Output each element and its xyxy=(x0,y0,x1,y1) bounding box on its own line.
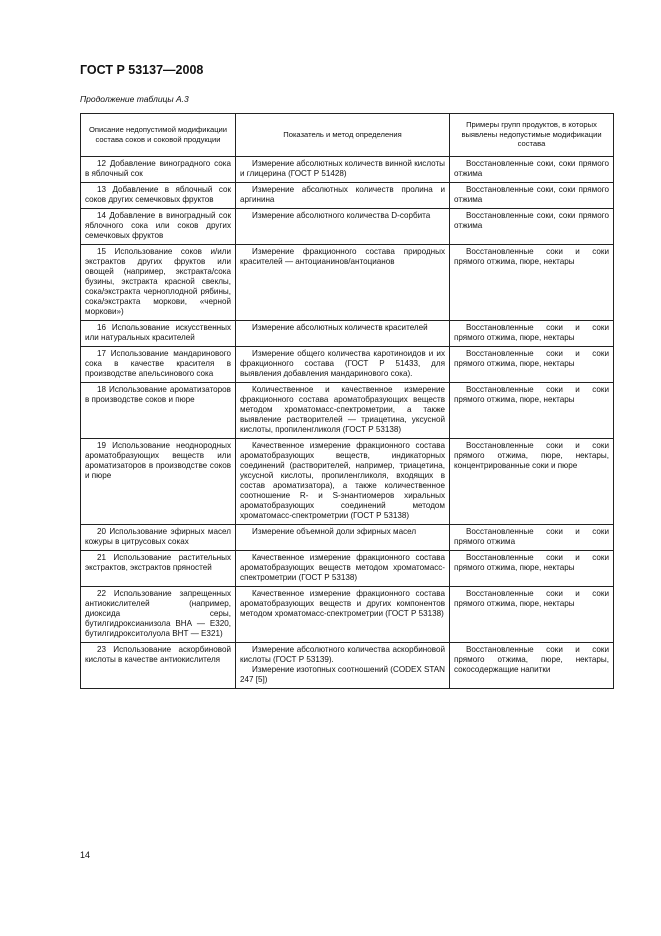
description-text: 16 Использование искусственных или натуральных красителей xyxy=(85,323,231,342)
data-table xyxy=(80,113,614,689)
cell-method xyxy=(236,183,450,209)
method-text: Измерение фракционного состава природных красителей — антоцианинов/антоцианов xyxy=(240,247,445,266)
table-row xyxy=(81,643,614,689)
table-row xyxy=(81,587,614,643)
method-text: Качественное измерение фракционного состава ароматобразующих веществ и других компонентов методом хроматомасс-спектрометрии (ГОСТ Р 53138) xyxy=(240,589,445,618)
examples-text: Восстановленные соки и соки прямого отжима, пюре, нектары xyxy=(454,247,609,266)
column-header-description: Описание недопустимой модификации состава соков и соковой продукции xyxy=(81,114,236,157)
examples-text: Восстановленные соки, соки прямого отжима xyxy=(454,159,609,178)
method-text: Измерение объемной доли эфирных масел xyxy=(252,527,417,536)
table-header-row xyxy=(81,114,614,157)
description-text: 23 Использование аскорбиновой кислоты в качестве антиокислителя xyxy=(85,645,231,664)
examples-text: Восстановленные соки и соки прямого отжима, пюре, нектары, сокосодержащие напитки xyxy=(454,645,609,674)
examples-text: Восстановленные соки и соки прямого отжима, пюре, нектары, концентрированные соки и пюре xyxy=(454,441,609,470)
cell-description xyxy=(81,525,236,551)
examples-text: Восстановленные соки и соки прямого отжима, пюре, нектары xyxy=(454,349,609,368)
cell-description xyxy=(81,245,236,321)
cell-description xyxy=(81,551,236,587)
cell-method xyxy=(236,439,450,525)
description-text: 15 Использование соков и/или экстрактов других фруктов или овощей (например, экстракта/сока бузины, экстракта красной свеклы, сока/экстракта черноплодной рябины, сока/экстракта моркови, «черной моркови») xyxy=(85,247,231,316)
cell-method xyxy=(236,643,450,689)
cell-examples xyxy=(450,245,614,321)
cell-examples xyxy=(450,587,614,643)
examples-text: Восстановленные соки и соки прямого отжима, пюре, нектары xyxy=(454,323,609,342)
cell-examples xyxy=(450,383,614,439)
table-row xyxy=(81,383,614,439)
method-text: Измерение общего количества каротиноидов и их фракционного состава (ГОСТ Р 51433, для выявления добавления мандаринового сока). xyxy=(240,349,445,378)
method-text: Измерение абсолютных количеств пролина и аргинина xyxy=(240,185,445,204)
cell-method xyxy=(236,383,450,439)
cell-examples xyxy=(450,347,614,383)
column-header-method: Показатель и метод определения xyxy=(236,114,450,157)
table-row xyxy=(81,551,614,587)
method-text: Измерение абсолютных количеств винной кислоты и глицерина (ГОСТ Р 51428) xyxy=(240,159,445,178)
cell-examples xyxy=(450,209,614,245)
cell-examples xyxy=(450,183,614,209)
description-text: 13 Добавление в яблочный сок соков других семечковых фруктов xyxy=(85,185,231,204)
table-row xyxy=(81,347,614,383)
document-title: ГОСТ Р 53137—2008 xyxy=(80,63,204,77)
cell-method xyxy=(236,587,450,643)
cell-examples xyxy=(450,439,614,525)
cell-description xyxy=(81,439,236,525)
table-row xyxy=(81,245,614,321)
description-text: 20 Использование эфирных масел кожуры в цитрусовых соках xyxy=(85,527,231,546)
cell-examples xyxy=(450,643,614,689)
description-text: 17 Использование мандаринового сока в качестве красителя в производстве апельсинового сока xyxy=(85,349,231,378)
examples-text: Восстановленные соки и соки прямого отжима xyxy=(454,527,609,546)
examples-text: Восстановленные соки, соки прямого отжима xyxy=(454,185,609,204)
method-text: Измерение абсолютного количества аскорбиновой кислоты (ГОСТ Р 53139). xyxy=(240,645,445,664)
examples-text: Восстановленные соки, соки прямого отжима xyxy=(454,211,609,230)
table-row xyxy=(81,209,614,245)
method-text: Качественное измерение фракционного состава ароматобразующих веществ методом хроматомасс-спектрометрии (ГОСТ Р 53138) xyxy=(240,553,445,582)
table-row xyxy=(81,321,614,347)
cell-description xyxy=(81,209,236,245)
cell-method xyxy=(236,551,450,587)
table-row xyxy=(81,439,614,525)
cell-method xyxy=(236,209,450,245)
cell-description xyxy=(81,157,236,183)
description-text: 21 Использование растительных экстрактов, экстрактов пряностей xyxy=(85,553,231,572)
cell-description xyxy=(81,321,236,347)
table-row xyxy=(81,157,614,183)
cell-method xyxy=(236,347,450,383)
table-row xyxy=(81,525,614,551)
cell-description xyxy=(81,383,236,439)
page-number: 14 xyxy=(80,850,91,860)
column-header-examples: Примеры групп продуктов, в которых выявлены недопустимые модификации состава xyxy=(450,114,614,157)
method-text: Измерение изотопных соотношений (CODEX STAN 247 [5]) xyxy=(240,665,445,684)
cell-description xyxy=(81,347,236,383)
method-text: Количественное и качественное измерение фракционного состава ароматобразующих веществ методом хроматомасс-спектрометрии, а также выявление растворителей — триацетина, уксусной кислоты, пропиленгликоля (ГОСТ Р 53138) xyxy=(240,385,445,434)
method-text: Измерение абсолютного количества D-сорбита xyxy=(252,211,431,220)
description-text: 19 Использование неоднородных ароматобразующих веществ или ароматизаторов в производстве соков и пюре xyxy=(85,441,231,480)
examples-text: Восстановленные соки и соки прямого отжима, пюре, нектары xyxy=(454,589,609,608)
cell-method xyxy=(236,245,450,321)
cell-method xyxy=(236,157,450,183)
table-row xyxy=(81,183,614,209)
description-text: 12 Добавление виноградного сока в яблочный сок xyxy=(85,159,231,178)
description-text: 18 Использование ароматизаторов в производстве соков и пюре xyxy=(85,385,231,404)
cell-examples xyxy=(450,157,614,183)
cell-description xyxy=(81,643,236,689)
description-text: 14 Добавление в виноградный сок яблочного сока или соков других семечковых фруктов xyxy=(85,211,231,240)
method-text: Качественное измерение фракционного состава ароматобразующих веществ, индикаторных соединений (растворителей, например, триацетина, уксусной кислоты, пропиленгликоля, входящих в состав ароматизатора), а также количественное соотношение R- и S-энантиомеров хиральных ароматобразующих соединений методом хроматомасс-спектрометрии (ГОСТ Р 53138) xyxy=(240,441,445,520)
examples-text: Восстановленные соки и соки прямого отжима, пюре, нектары xyxy=(454,385,609,404)
table-caption: Продолжение таблицы А.3 xyxy=(80,94,189,104)
examples-text: Восстановленные соки и соки прямого отжима, пюре, нектары xyxy=(454,553,609,572)
method-text: Измерение абсолютных количеств красителей xyxy=(252,323,428,332)
cell-method xyxy=(236,321,450,347)
cell-examples xyxy=(450,525,614,551)
cell-examples xyxy=(450,551,614,587)
cell-examples xyxy=(450,321,614,347)
description-text: 22 Использование запрещенных антиокислителей (например, диоксида серы, бутилгидроксианизола ВНА — Е320, бутилгидрокситолуола ВНТ — Е321) xyxy=(85,589,231,638)
cell-method xyxy=(236,525,450,551)
cell-description xyxy=(81,587,236,643)
cell-description xyxy=(81,183,236,209)
